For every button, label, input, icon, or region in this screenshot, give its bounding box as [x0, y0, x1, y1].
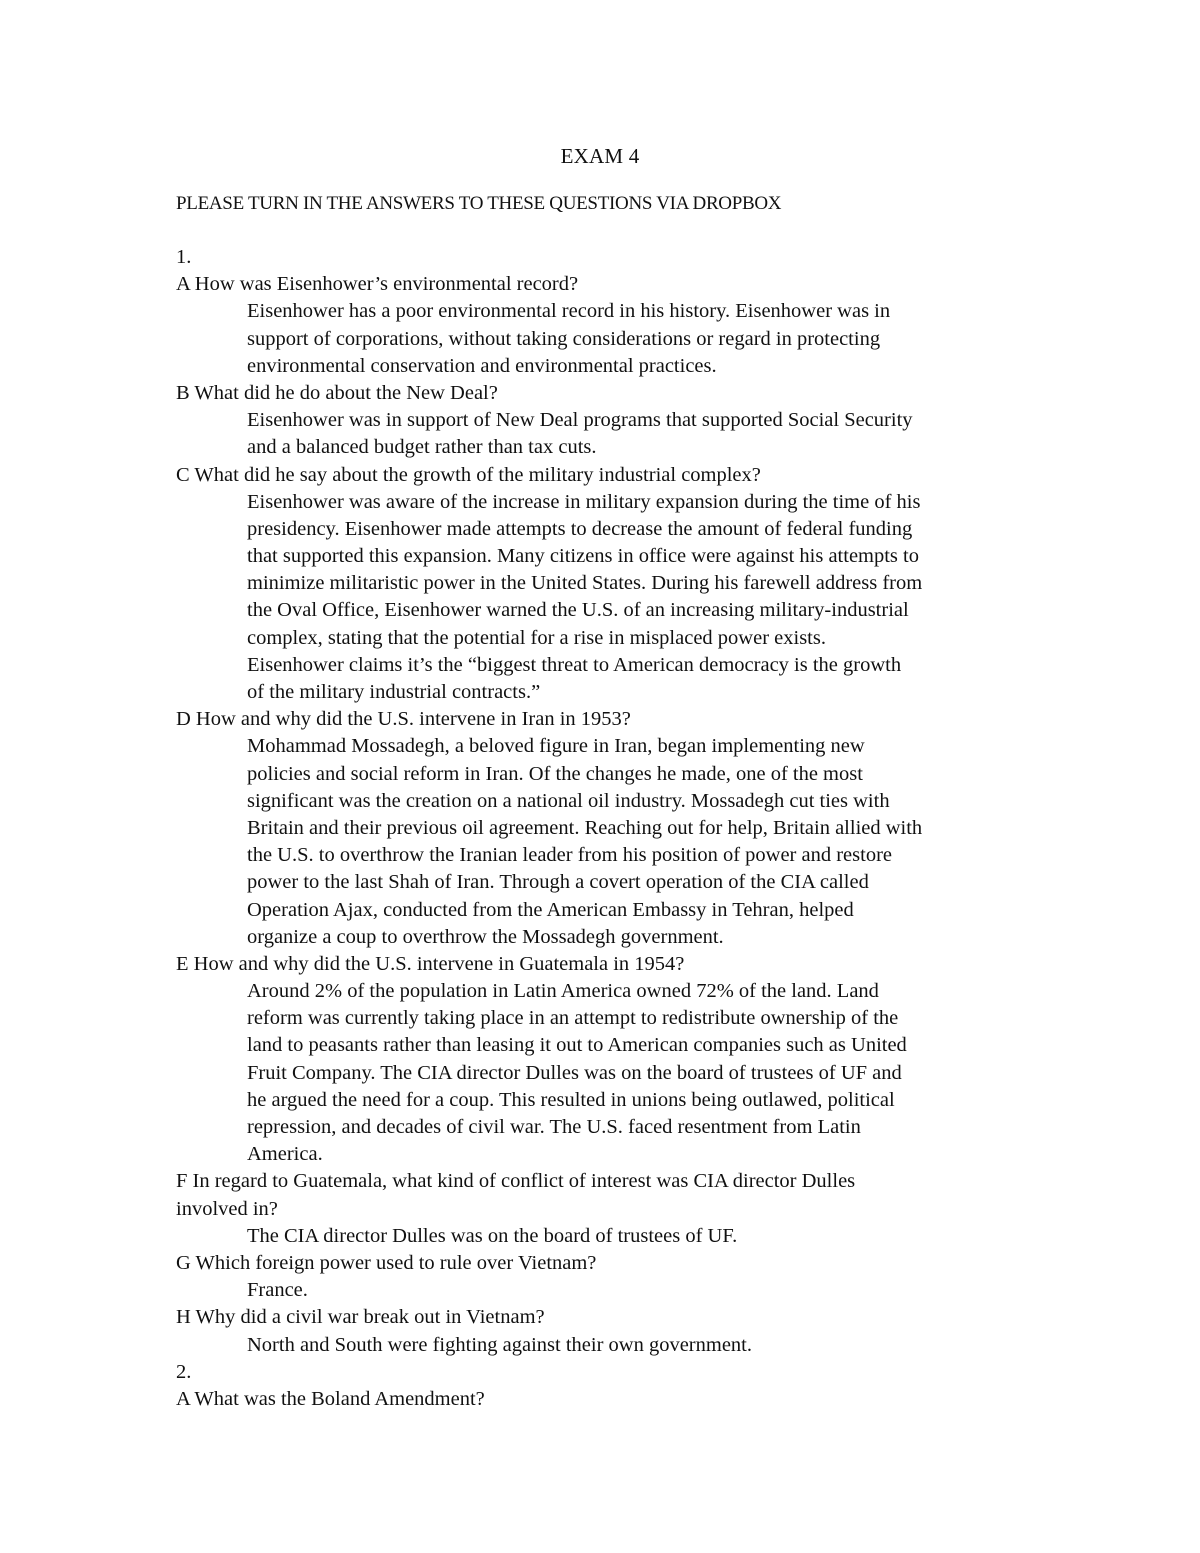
question-1d: D How and why did the U.S. intervene in Iran in 1953?	[176, 708, 631, 731]
question-1f-line: F In regard to Guatemala, what kind of conflict of interest was CIA director Dulles	[176, 1170, 856, 1193]
question-1a: A How was Eisenhower’s environmental record?	[176, 273, 579, 296]
answer-1d-line: policies and social reform in Iran. Of the changes he made, one of the most	[247, 762, 863, 785]
answer-1d-line: Operation Ajax, conducted from the American Embassy in Tehran, helped	[247, 898, 854, 921]
question-1g: G Which foreign power used to rule over Vietnam?	[176, 1251, 597, 1274]
answer-1a-line: Eisenhower has a poor environmental record in his history. Eisenhower was in	[247, 300, 891, 323]
answer-1e-line: reform was currently taking place in an attempt to redistribute ownership of the	[247, 1007, 899, 1030]
answer-1e-line: land to peasants rather than leasing it out to American companies such as United	[247, 1034, 907, 1057]
answer-1d-line: the U.S. to overthrow the Iranian leader from his position of power and restore	[247, 844, 892, 867]
question-1h: H Why did a civil war break out in Vietnam?	[176, 1306, 545, 1329]
question-1e: E How and why did the U.S. intervene in Guatemala in 1954?	[176, 952, 685, 975]
answer-1e-line: repression, and decades of civil war. The U.S. faced resentment from Latin	[247, 1116, 861, 1138]
answer-1g: France.	[247, 1279, 308, 1302]
question-1c: C What did he say about the growth of the military industrial complex?	[176, 463, 761, 486]
answer-1h: North and South were fighting against their own government.	[247, 1333, 752, 1356]
answer-1d-line: Mohammad Mossadegh, a beloved figure in Iran, began implementing new	[247, 735, 865, 758]
answer-1d-line: significant was the creation on a national oil industry. Mossadegh cut ties with	[247, 789, 890, 812]
answer-1e-line: he argued the need for a coup. This resulted in unions being outlawed, political	[247, 1088, 895, 1111]
answer-1e-line: Around 2% of the population in Latin America owned 72% of the land. Land	[247, 980, 879, 1003]
question-1b: B What did he do about the New Deal?	[176, 381, 498, 404]
question-2a: A What was the Boland Amendment?	[176, 1387, 485, 1410]
answer-1c-line: Eisenhower claims it’s the “biggest threat to American democracy is the growth	[247, 653, 902, 676]
answer-1f: The CIA director Dulles was on the board of trustees of UF.	[247, 1224, 738, 1247]
answer-1a-line: environmental conservation and environmental practices.	[247, 354, 717, 377]
answer-1c-line: minimize militaristic power in the United States. During his farewell address from	[247, 572, 923, 595]
answer-1c-line: that supported this expansion. Many citizens in office were against his attempts to	[247, 545, 919, 568]
answer-1e-line: Fruit Company. The CIA director Dulles was on the board of trustees of UF and	[247, 1061, 902, 1084]
question-list	[176, 244, 1036, 1413]
answer-1c-line: the Oval Office, Eisenhower warned the U.S. of an increasing military-industrial	[247, 599, 909, 622]
document-title: EXAM 4	[560, 144, 640, 168]
submission-instruction: PLEASE TURN IN THE ANSWERS TO THESE QUESTIONS VIA DROPBOX	[176, 193, 782, 214]
answer-1a-line: support of corporations, without taking considerations or regard in protecting	[247, 327, 881, 350]
section-number-2: 2.	[176, 1360, 192, 1383]
answer-1d-line: organize a coup to overthrow the Mossadegh government.	[247, 925, 724, 948]
answer-1c-line: complex, stating that the potential for a rise in misplaced power exists.	[247, 626, 826, 649]
answer-1b-line: and a balanced budget rather than tax cuts.	[247, 436, 597, 459]
answer-1d-line: Britain and their previous oil agreement. Reaching out for help, Britain allied with	[247, 816, 923, 839]
answer-1b-line: Eisenhower was in support of New Deal programs that supported Social Security	[247, 409, 913, 432]
answer-1c-line: of the military industrial contracts.”	[247, 681, 541, 703]
answer-1c-line: Eisenhower was aware of the increase in military expansion during the time of his	[247, 490, 921, 513]
section-number-1: 1.	[176, 246, 192, 268]
answer-1c-line: presidency. Eisenhower made attempts to decrease the amount of federal funding	[247, 517, 913, 540]
question-1f-line: involved in?	[176, 1197, 278, 1220]
answer-1e-line: America.	[247, 1143, 323, 1166]
answer-1d-line: power to the last Shah of Iran. Through a covert operation of the CIA called	[247, 871, 869, 894]
